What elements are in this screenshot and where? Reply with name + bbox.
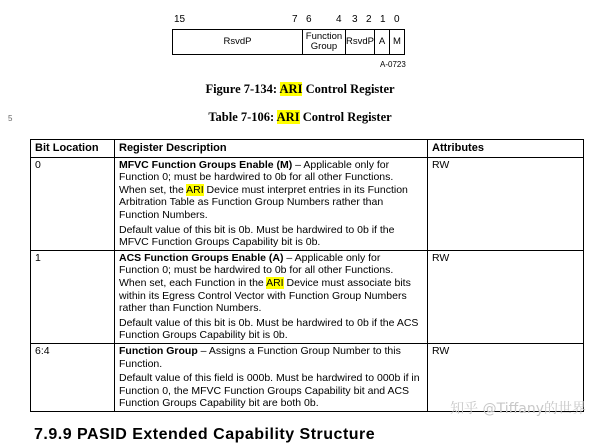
field-function-group: Function Group bbox=[302, 29, 346, 55]
default-value-text: Default value of this bit is 0b. Must be hardwired to 0b if the MFVC Function Groups Capability bit is 0b. bbox=[119, 223, 395, 249]
field-rsvdp-high: RsvdP bbox=[172, 29, 303, 55]
default-value-text: Default value of this field is 000b. Must be hardwired to 000b if in Function 0, the MFVC Function Groups Capability bit and ACS Function Groups Capability bit are both 0b. bbox=[119, 372, 420, 410]
header-attributes: Attributes bbox=[428, 140, 584, 158]
field-m: M bbox=[389, 29, 405, 55]
table-row bbox=[31, 250, 584, 343]
attribute-cell: RW bbox=[428, 343, 584, 411]
description-cell: MFVC Function Groups Enable (M) – Applicable only for Function 0; must be hardwired to 0b for all other Functions. When set, the ARI Device must interpret entries in its Function Arbitration Table as Function Group Numbers rather than Function Numbers. Default value of this bit is 0b. Must be hardwired to 0b if the MFVC Function Groups Capability bit is 0b. bbox=[115, 157, 428, 250]
highlight-ari: ARI bbox=[186, 183, 204, 196]
bit-location-cell: 1 bbox=[31, 250, 115, 343]
bit-location-cell: 0 bbox=[31, 157, 115, 250]
bit-label-6: 6 bbox=[306, 14, 312, 25]
field-title: ACS Function Groups Enable (A) bbox=[119, 251, 284, 264]
register-diagram bbox=[0, 0, 600, 72]
table-header-row bbox=[31, 140, 584, 158]
attribute-cell: RW bbox=[428, 157, 584, 250]
table-caption: Table 7-106: ARI Control Register bbox=[208, 110, 392, 124]
header-bit-location: Bit Location bbox=[31, 140, 115, 158]
figure-caption: Figure 7-134: ARI Control Register bbox=[205, 82, 395, 96]
description-cell: Function Group – Assigns a Function Group Number to this Function. Default value of this field is 000b. Must be hardwired to 000b if in Function 0, the MFVC Function Groups Capability bit and ACS Function Groups Capability bit are both 0b. bbox=[115, 343, 428, 411]
bit-location-cell: 6:4 bbox=[31, 343, 115, 411]
attribute-cell: RW bbox=[428, 250, 584, 343]
highlight-ari: ARI bbox=[279, 82, 303, 96]
field-a: A bbox=[374, 29, 390, 55]
header-register-description: Register Description bbox=[115, 140, 428, 158]
bit-label-4: 4 bbox=[336, 14, 342, 25]
line-number: 5 bbox=[8, 114, 13, 123]
watermark: 知乎 @Tiffany的世界 bbox=[450, 401, 586, 417]
field-title: Function Group bbox=[119, 344, 198, 357]
bit-label-15: 15 bbox=[174, 14, 186, 25]
bit-label-3: 3 bbox=[352, 14, 358, 25]
description-cell: ACS Function Groups Enable (A) – Applicable only for Function 0; must be hardwired to 0b for all other Functions. When set, each Function in the ARI Device must associate bits within its Egress Control Vector with Function Group Numbers rather than Function Numbers. Default value of this bit is 0b. Must be hardwired to 0b if the ACS Function Groups Capability bit is 0b. bbox=[115, 250, 428, 343]
highlight-ari: ARI bbox=[266, 276, 284, 289]
table-row bbox=[31, 157, 584, 250]
figure-id: A-0723 bbox=[380, 60, 406, 69]
field-rsvdp-low: RsvdP bbox=[345, 29, 375, 55]
bit-label-2: 2 bbox=[366, 14, 372, 25]
highlight-ari: ARI bbox=[276, 110, 300, 124]
field-title: MFVC Function Groups Enable (M) bbox=[119, 158, 293, 171]
next-section-heading: 7.9.9 PASID Extended Capability Structure bbox=[34, 426, 376, 443]
register-table bbox=[30, 139, 584, 412]
bit-label-1: 1 bbox=[380, 14, 386, 25]
bit-label-7: 7 bbox=[292, 14, 298, 25]
default-value-text: Default value of this bit is 0b. Must be hardwired to 0b if the ACS Function Groups Capability bit is 0b. bbox=[119, 316, 419, 342]
bit-label-0: 0 bbox=[394, 14, 400, 25]
